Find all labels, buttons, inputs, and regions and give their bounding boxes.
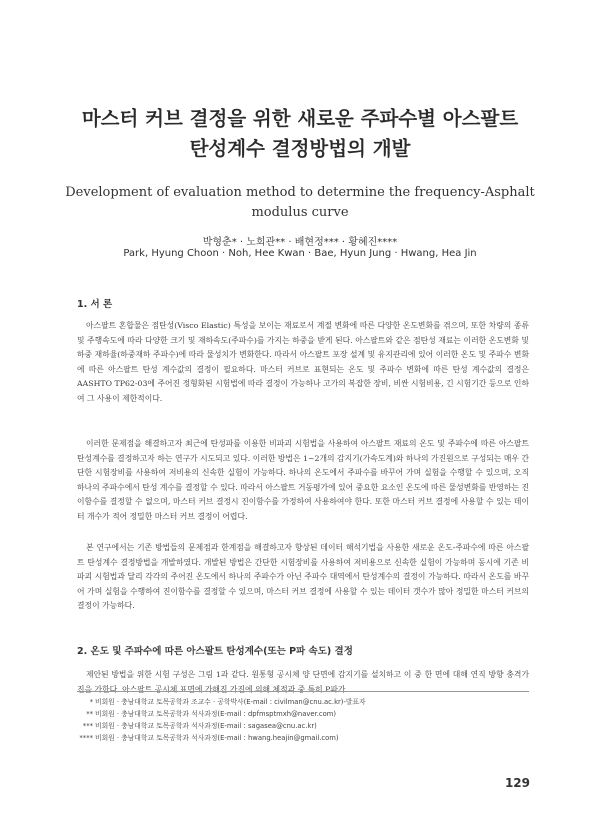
footnote-mark: ** xyxy=(86,710,93,718)
footnote-3 xyxy=(77,721,317,731)
section-1-paragraph-2: 이러한 문제점을 해결하고자 최근에 탄성파를 이용한 비파괴 시험법을 사용하여 아스팔트 재료의 온도 및 주파수에 따른 아스팔트 탄성계수를 결정하고자 하는 연구가 시도되고 있다. 이러한 방법은 1~2개의 감지기(가속도계)와 하나의 가진원으로 구성되는 매우 간단한 시험장비를 사용하여 저비용의 신속한 실험이 가능하다. 하나의 온도에서 주파수를 바꾸어 가며 실험을 수행할 수 있으며, 오직 하나의 주파수에서 탄성 계수를 결정할 수 있다. 따라서 아스팔트 거동평가에 있어 중요한 요소인 온도에 따른 물성변화를 반영하는 진이함수를 결정할 수 없으며, 마스터 커브 결정시 진이함수를 가정하여 사용하여야 한다. 또한 마스터 커브 결정에 사용할 수 있는 데이터 개수가 적어 정밀한 마스터 커브 결정이 어렵다. xyxy=(77,439,529,521)
section-2-paragraph-1: 제안된 방법을 위한 시험 구성은 그림 1과 같다. 원통형 공시체 양 단면에 감지기를 설치하고 이 중 한 면에 대해 연직 방향 충격가진을 가한다. 아스팔트 공시체 표면에 가해진 가진에 의해 체적과 중 특히 P파가 xyxy=(77,670,529,694)
footnote-1 xyxy=(77,697,366,707)
korean-title-line-1: 마스터 커브 결정을 위한 새로운 주파수별 아스팔트 xyxy=(81,107,519,130)
footnote-4 xyxy=(77,733,339,743)
english-title-line-2: modulus curve xyxy=(251,205,349,220)
footnote-mark: **** xyxy=(79,734,93,742)
footnote-text: 비회원 · 충남대학교 토목공학과 석사과정(E-mail : sagasea@cnu.ac.kr) xyxy=(95,722,317,730)
section-1-heading: 1. 서 론 xyxy=(77,299,113,310)
section-1-paragraph-3: 본 연구에서는 기존 방법들의 문제점과 한계점을 해결하고자 향상된 데이터 해석기법을 사용한 새로운 온도-주파수에 따른 아스팔트 탄성계수 결정방법을 개발하였다. 개발된 방법은 간단한 시험장비를 사용하여 저비용으로 신속한 실험이 가능하며 동시에 기존 비파괴 시험법과 달리 각각의 주어진 온도에서 하나의 주파수가 아닌 주파수 대역에서 탄성계수의 결정이 가능하다. 따라서 온도를 바꾸어 가며 실험을 수행하여 진이함수를 결정할 수 있으며, 마스터 커브 결정에 사용할 수 있는 데이터 갯수가 많아 정밀한 마스터 커브의 결정이 가능하다. xyxy=(77,543,529,611)
korean-title-line-2: 탄성계수 결정방법의 개발 xyxy=(189,137,411,160)
english-title-line-1: Development of evaluation method to determine the frequency-Asphalt xyxy=(65,185,535,200)
footnote-text: 비회원 · 충남대학교 토목공학과 석사과정(E-mail : dpfmsptmxh@naver.com) xyxy=(95,710,337,718)
footnote-2 xyxy=(77,709,336,719)
authors-english: Park, Hyung Choon · Noh, Hee Kwan · Bae, Hyun Jung · Hwang, Hea Jin xyxy=(123,248,477,259)
footnote-mark: * xyxy=(89,698,93,706)
footnote-divider xyxy=(77,691,529,692)
footnote-text: 비회원 · 충남대학교 토목공학과 석사과정(E-mail : hwang.heajin@gmail.com) xyxy=(95,734,339,742)
section-2-heading: 2. 온도 및 주파수에 따른 아스팔트 탄성계수(또는 P파 속도) 결정 xyxy=(77,646,353,657)
page-number: 129 xyxy=(504,776,530,790)
authors-korean: 박형춘* · 노희관** · 배현정*** · 황혜진**** xyxy=(202,237,398,248)
footnote-text: 비회원 · 충남대학교 토목공학과 조교수 · 공학박사(E-mail : civilman@cnu.ac.kr)-발표자 xyxy=(95,698,366,706)
footnote-mark: *** xyxy=(82,722,93,730)
section-1-paragraph-1: 아스팔트 혼합물은 점탄성(Visco Elastic) 특성을 보이는 재료로서 계절 변화에 따른 다양한 온도변화를 겪으며, 또한 차량의 종류 및 주행속도에 따라 다양한 크기 및 재하속도(주파수)를 가지는 하중을 받게 된다. 아스팔트와 같은 점탄성 재료는 이러한 온도변화 및 하중 재하율(하중재하 주파수)에 따라 물성치가 변화한다. 따라서 아스팔트 포장 설계 및 유지관리에 있어 이러한 온도 및 주파수 변화에 따른 아스팔트 탄성 계수값의 결정이 필요하다. 마스터 커브로 표현되는 온도 및 주파수 변화에 따른 탄성 계수값의 결정은 AASHTO TP62-03에 주어진 정형화된 시험법에 따라 결정이 가능하나 고가의 복잡한 장비, 비싼 시험비용, 긴 시험기간 등으로 인하여 그 사용이 제한적이다. xyxy=(77,321,529,403)
